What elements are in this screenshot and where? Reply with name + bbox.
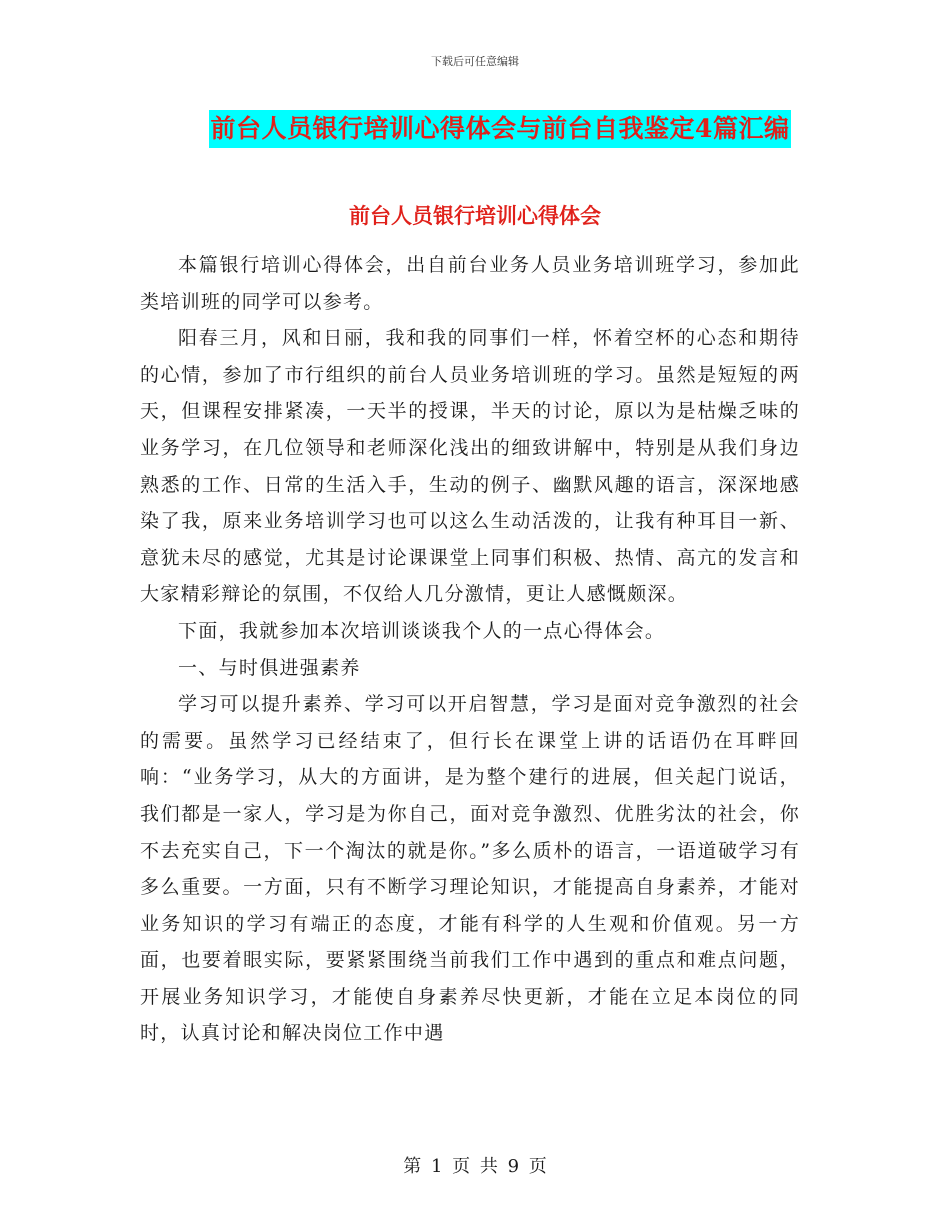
page-number: 第 1 页 共 9 页 xyxy=(403,1156,547,1177)
document-title: 前台人员银行培训心得体会与前台自我鉴定4篇汇编 xyxy=(209,110,792,148)
document-title-container xyxy=(0,110,950,148)
paragraph: 本篇银行培训心得体会，出自前台业务人员业务培训班学习，参加此类培训班的同学可以参考。 xyxy=(140,254,800,313)
section-title: 前台人员银行培训心得体会 xyxy=(349,203,601,228)
page-header-note: 下载后可任意编辑 xyxy=(431,55,519,68)
paragraph: 阳春三月，风和日丽，我和我的同事们一样，怀着空杯的心态和期待的心情，参加了市行组织的前台人员业务培训班的学习。虽然是短短的两天，但课程安排紧凑，一天半的授课，半天的讨论，原以为是枯燥乏味的业务学习，在几位领导和老师深化浅出的细致讲解中，特别是从我们身边熟悉的工作、日常的生活入手，生动的例子、幽默风趣的语言，深深地感染了我，原来业务培训学习也可以这么生动活泼的，让我有种耳目一新、意犹未尽的感觉，尤其是讨论课课堂上同事们积极、热情、高亢的发言和大家精彩辩论的氛围，不仅给人几分激情，更让人感慨颇深。 xyxy=(140,327,800,606)
paragraph: 下面，我就参加本次培训谈谈我个人的一点心得体会。 xyxy=(178,619,666,642)
paragraph: 学习可以提升素养、学习可以开启智慧，学习是面对竞争激烈的社会的需要。虽然学习已经结束了，但行长在课堂上讲的话语仍在耳畔回响：“业务学习，从大的方面讲，是为整个建行的进展，但关起门说话，我们都是一家人，学习是为你自己，面对竞争激烈、优胜劣汰的社会，你不去充实自己，下一个淘汰的就是你。”多么质朴的语言，一语道破学习有多么重要。一方面，只有不断学习理论知识，才能提高自身素养，才能对业务知识的学习有端正的态度，才能有科学的人生观和价值观。另一方面，也要着眼实际，要紧紧围绕当前我们工作中遇到的重点和难点问题，开展业务知识学习，才能使自身素养尽快更新，才能在立足本岗位的同时，认真讨论和解决岗位工作中遇 xyxy=(140,693,800,1045)
paragraph-heading: 一、与时俱进强素养 xyxy=(178,656,361,679)
document-body xyxy=(140,247,800,1052)
